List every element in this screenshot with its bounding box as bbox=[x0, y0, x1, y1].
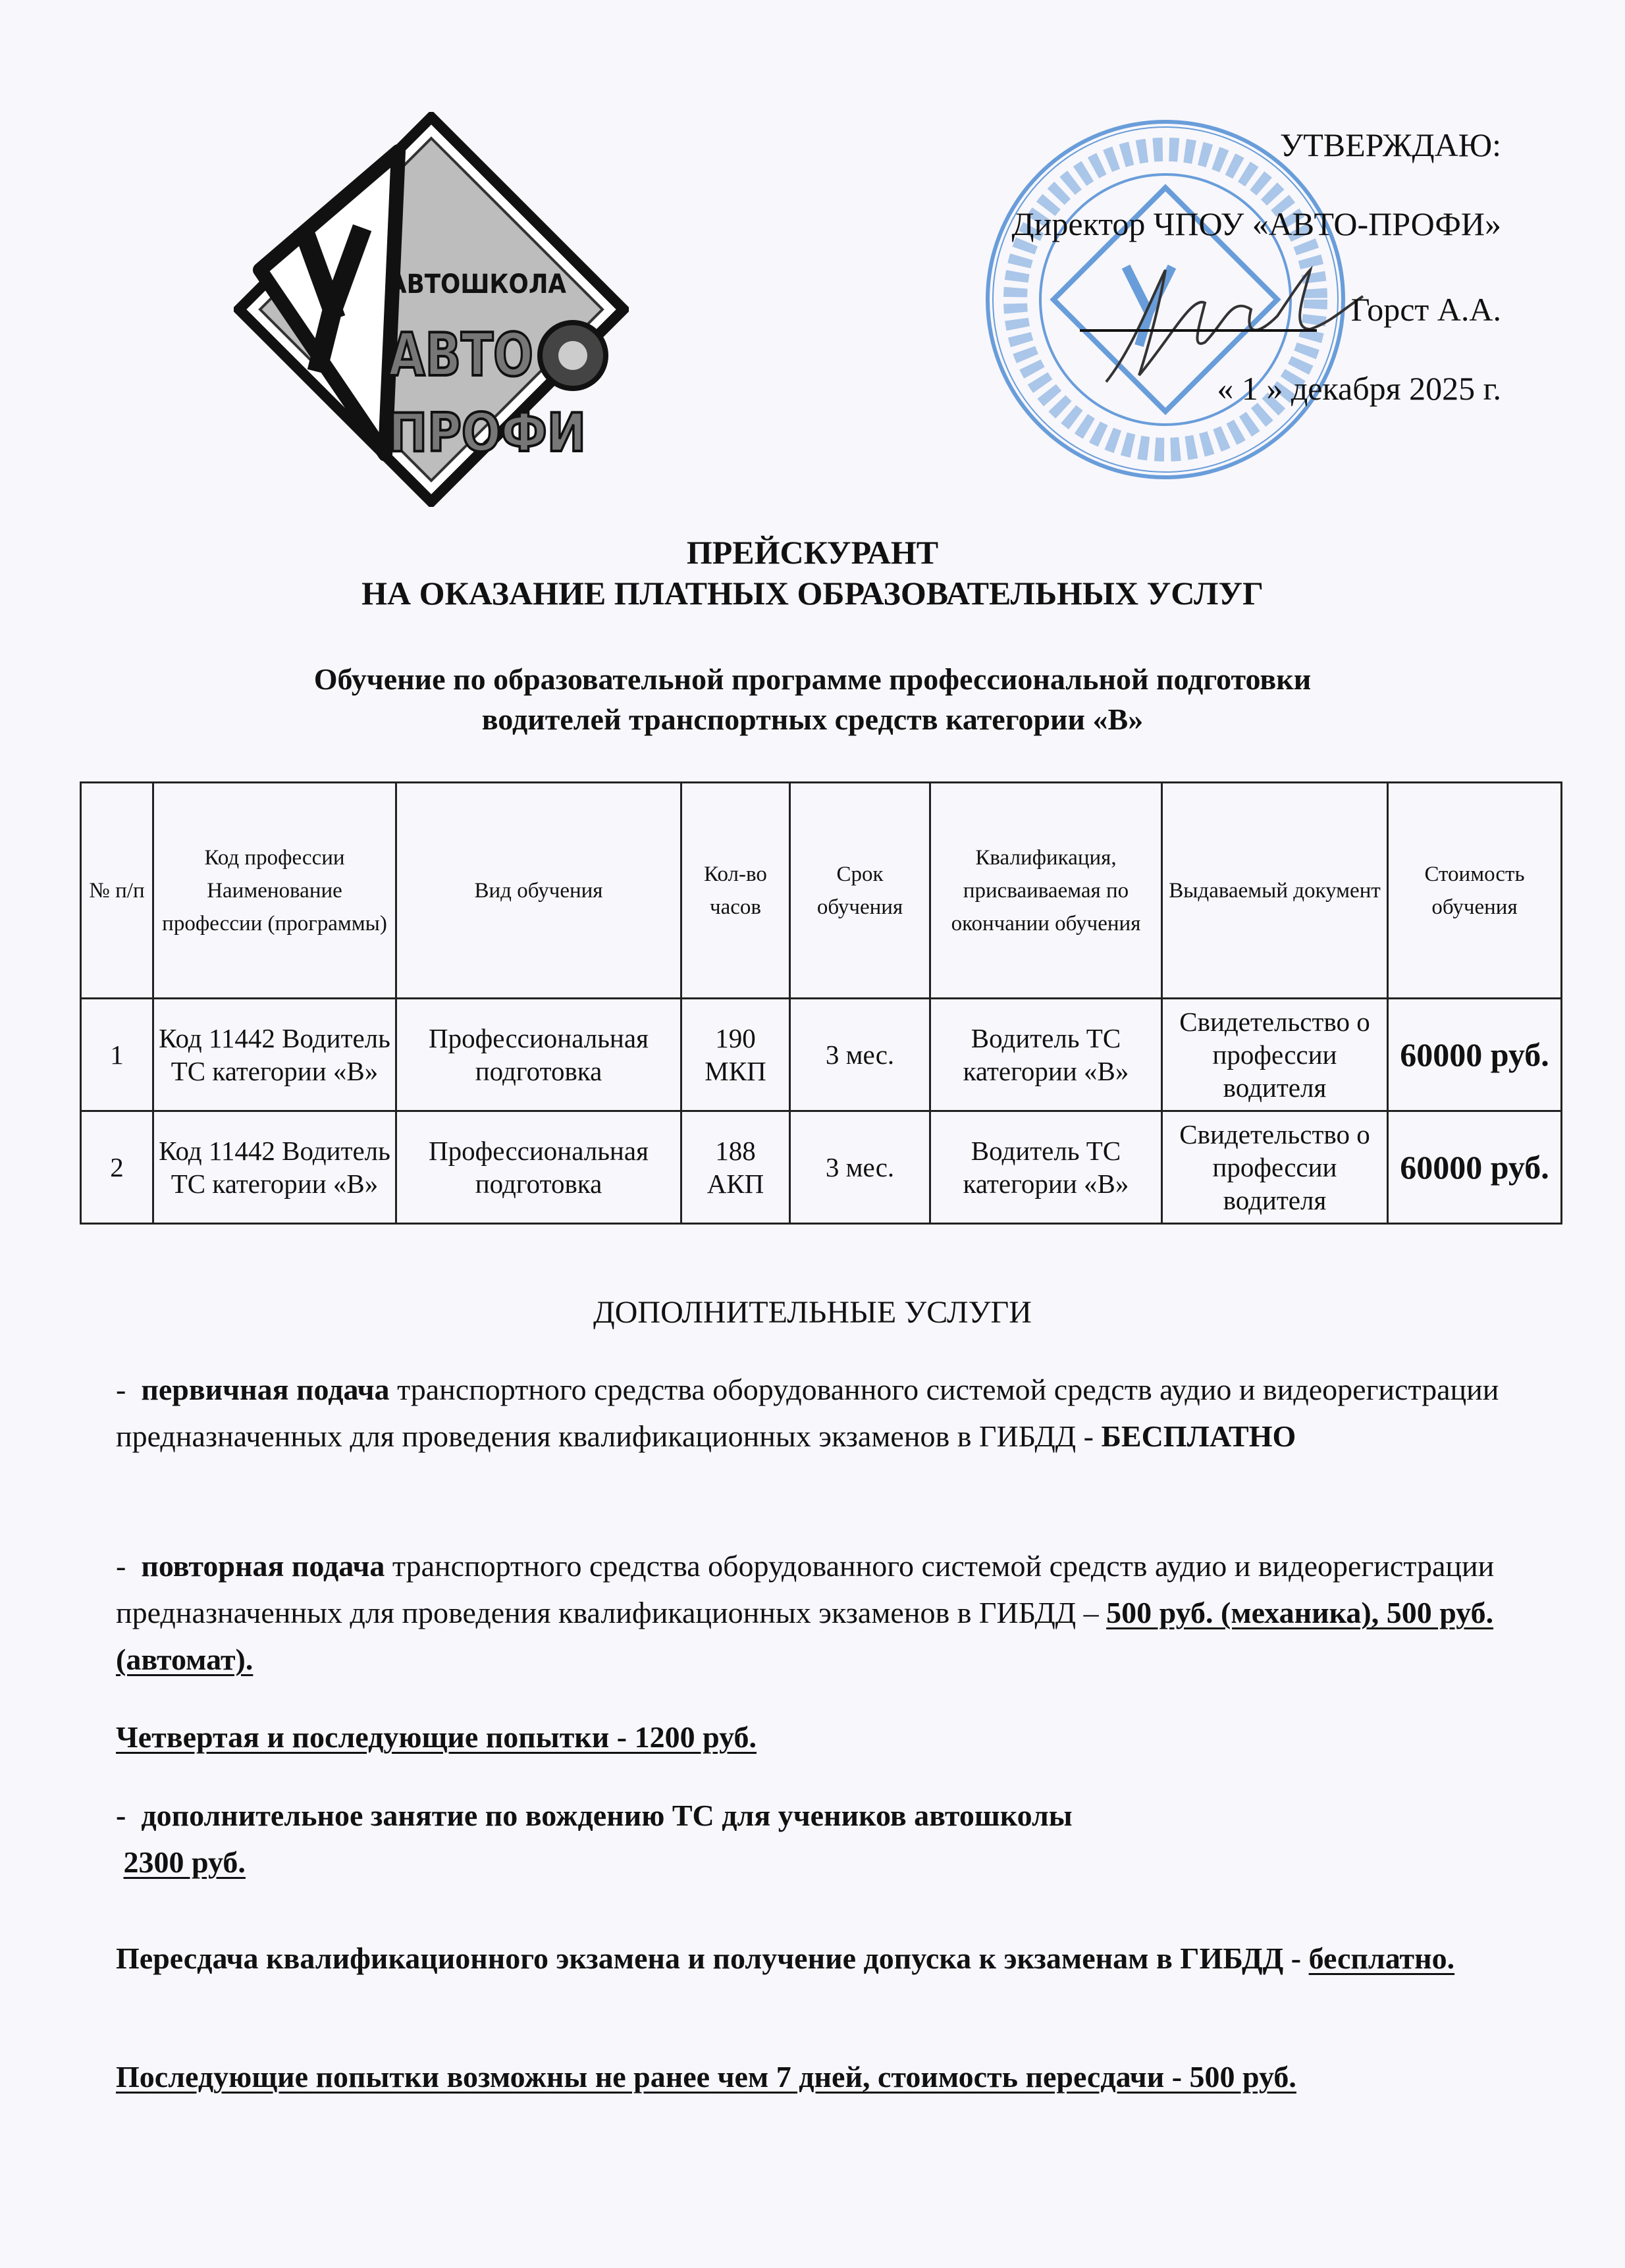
header-number: № п/п bbox=[81, 783, 153, 999]
director-signature bbox=[1093, 257, 1370, 388]
svg-text:АВТО: АВТО bbox=[388, 321, 533, 390]
item-price: 2300 руб. bbox=[123, 1845, 246, 1879]
item-text: транспортного средства оборудованного системой средств аудио и видеорегистрации предназначенных для проведения квалификационных экзаменов в ГИБДД - bbox=[116, 1373, 1499, 1453]
approval-name: Горст А.А. bbox=[1350, 291, 1501, 328]
cell-hours: 188 АКП bbox=[681, 1111, 790, 1224]
item-text: транспортного средства оборудованного системой средств аудио и видеорегистрации предназначенных для проведения квалификационных экзаменов в ГИБДД – bbox=[116, 1549, 1495, 1629]
header-cost: Стоимость обучения bbox=[1388, 783, 1562, 999]
extra-item-first-submission: - первичная подача транспортного средства оборудованного системой средств аудио и видеорегистрации предназначенных для проведения квалификационных экзаменов в ГИБДД - БЕСПЛАТНО bbox=[116, 1373, 1499, 1453]
approval-title: УТВЕРЖДАЮ: bbox=[1279, 126, 1501, 163]
cell-training-type: Профессиональная подготовка bbox=[396, 1111, 681, 1224]
extra-fourth-attempt: Четвертая и последующие попытки - 1200 руб. bbox=[116, 1720, 757, 1754]
item-price: 500 руб. (механика), 500 руб. (автомат). bbox=[116, 1596, 1494, 1676]
cell-hours: 190 МКП bbox=[681, 999, 790, 1111]
item-text: дополнительное занятие по вождению ТС для учеников автошколы bbox=[141, 1799, 1073, 1832]
cell-qualification: Водитель ТС категории «В» bbox=[930, 999, 1162, 1111]
extra-next-attempts: Последующие попытки возможны не ранее чем 7 дней, стоимость пересдачи - 500 руб. bbox=[116, 2060, 1296, 2094]
cell-document: Свидетельство о профессии водителя bbox=[1162, 1111, 1388, 1224]
header-document: Выдаваемый документ bbox=[1162, 783, 1388, 999]
table-row bbox=[81, 999, 1562, 1111]
item-price: бесплатно. bbox=[1308, 1941, 1455, 1975]
cell-number: 1 bbox=[81, 999, 153, 1111]
program-line-2: водителей транспортных средств категории «В» bbox=[481, 702, 1144, 736]
header-qualification: Квалификация, присваиваемая по окончании обучения bbox=[930, 783, 1162, 999]
extra-retake bbox=[116, 1935, 1564, 1982]
approval-position: Директор ЧПОУ «АВТО-ПРОФИ» bbox=[1011, 205, 1501, 242]
approval-date: « 1 » декабря 2025 г. bbox=[1217, 370, 1501, 407]
cell-profession: Код 11442 Водитель ТС категории «В» bbox=[153, 999, 396, 1111]
item-text: Пересдача квалификационного экзамена и получение допуска к экзаменам в ГИБДД - bbox=[116, 1941, 1309, 1975]
extra-services-title: ДОПОЛНИТЕЛЬНЫЕ УСЛУГИ bbox=[593, 1295, 1032, 1330]
program-line-1: Обучение по образовательной программе профессиональной подготовки bbox=[313, 662, 1312, 696]
document-subtitle: НА ОКАЗАНИЕ ПЛАТНЫХ ОБРАЗОВАТЕЛЬНЫХ УСЛУГ bbox=[361, 575, 1264, 612]
table-header-row bbox=[81, 783, 1562, 999]
extra-item-repeat-submission: - повторная подача транспортного средства оборудованного системой средств аудио и видеорегистрации предназначенных для проведения квалификационных экзаменов в ГИБДД – 500 руб. (механика), 500 руб. (автомат). bbox=[116, 1549, 1495, 1676]
header-profession: Код профессии Наименование профессии (программы) bbox=[153, 783, 396, 999]
cell-training-type: Профессиональная подготовка bbox=[396, 999, 681, 1111]
svg-text:АВТОШКОЛА: АВТОШКОЛА bbox=[388, 269, 567, 300]
table-row bbox=[81, 1111, 1562, 1224]
extra-item-additional-lesson: - дополнительное занятие по вождению ТС для учеников автошколы 2300 руб. bbox=[116, 1799, 1073, 1879]
cell-profession: Код 11442 Водитель ТС категории «В» bbox=[153, 1111, 396, 1224]
item-label: первичная подача bbox=[141, 1373, 390, 1406]
autoschool-logo bbox=[234, 112, 629, 507]
cell-document: Свидетельство о профессии водителя bbox=[1162, 999, 1388, 1111]
cell-number: 2 bbox=[81, 1111, 153, 1224]
svg-text:ПРОФИ: ПРОФИ bbox=[388, 402, 586, 463]
cell-qualification: Водитель ТС категории «В» bbox=[930, 1111, 1162, 1224]
item-price: БЕСПЛАТНО bbox=[1101, 1419, 1296, 1453]
cell-duration: 3 мес. bbox=[790, 1111, 930, 1224]
header-training-type: Вид обучения bbox=[396, 783, 681, 999]
document-title: ПРЕЙСКУРАНТ bbox=[686, 534, 939, 571]
cell-duration: 3 мес. bbox=[790, 999, 930, 1111]
cell-cost: 60000 руб. bbox=[1388, 999, 1562, 1111]
cell-cost: 60000 руб. bbox=[1388, 1111, 1562, 1224]
header-duration: Срок обучения bbox=[790, 783, 930, 999]
item-label: повторная подача bbox=[141, 1549, 385, 1583]
header-hours: Кол-во часов bbox=[681, 783, 790, 999]
price-table bbox=[80, 781, 1562, 1225]
signature-line bbox=[1080, 329, 1317, 332]
